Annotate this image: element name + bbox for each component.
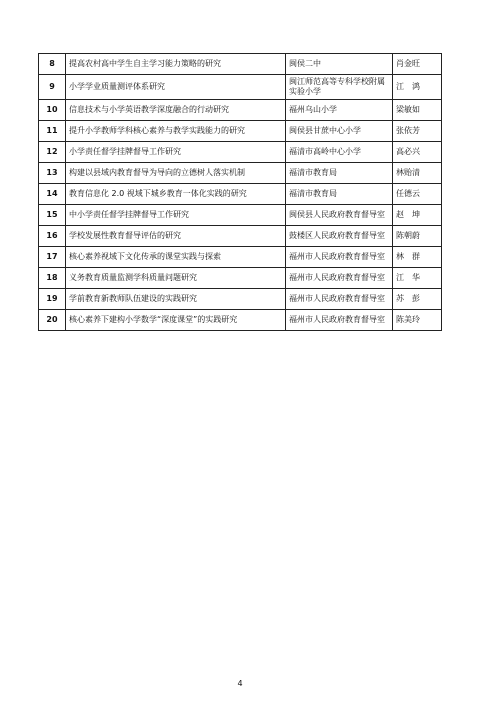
table-row [39,226,442,247]
row-number: 8 [39,54,66,75]
unit-name: 闽侯县甘蔗中心小学 [286,121,393,142]
person-name: 肖金旺 [393,54,442,75]
table-row [39,54,442,75]
table-row [39,268,442,289]
table-row [39,184,442,205]
project-name: 提升小学教师学科核心素养与教学实践能力的研究 [66,121,286,142]
person-name: 任德云 [393,184,442,205]
person-name: 梁敏如 [393,100,442,121]
project-name: 学校发展性教育督导评估的研究 [66,226,286,247]
person-name: 江 鸿 [393,75,442,100]
person-name: 林 群 [393,247,442,268]
page-number: 4 [237,679,243,688]
table-row [39,163,442,184]
row-number: 16 [39,226,66,247]
unit-name: 闽江师范高等专科学校附属实验小学 [286,75,393,100]
unit-name: 福清市教育局 [286,163,393,184]
project-name: 核心素养视域下文化传承的课堂实践与探索 [66,247,286,268]
person-name: 张依芳 [393,121,442,142]
table-row [39,142,442,163]
unit-name: 福州乌山小学 [286,100,393,121]
person-name: 陈朝蔚 [393,226,442,247]
row-number: 19 [39,289,66,310]
person-name: 赵 坤 [393,205,442,226]
table-row [39,310,442,331]
table-row [39,121,442,142]
row-number: 12 [39,142,66,163]
row-number: 9 [39,75,66,100]
unit-name: 福州市人民政府教育督导室 [286,268,393,289]
project-name: 教育信息化 2.0 视域下城乡教育一体化实践的研究 [66,184,286,205]
person-name: 苏 彭 [393,289,442,310]
unit-name: 鼓楼区人民政府教育督导室 [286,226,393,247]
person-name: 江 华 [393,268,442,289]
person-name: 林贻清 [393,163,442,184]
row-number: 10 [39,100,66,121]
project-name: 学前教育新教师队伍建设的实践研究 [66,289,286,310]
unit-name: 闽侯二中 [286,54,393,75]
project-name: 义务教育质量监测学科质量问题研究 [66,268,286,289]
table-row [39,289,442,310]
project-table [38,53,442,331]
person-name: 高必兴 [393,142,442,163]
project-name: 核心素养下建构小学数学“深度课堂”的实践研究 [66,310,286,331]
project-name: 提高农村高中学生自主学习能力策略的研究 [66,54,286,75]
unit-name: 福州市人民政府教育督导室 [286,310,393,331]
table-row [39,247,442,268]
row-number: 17 [39,247,66,268]
unit-name: 闽侯县人民政府教育督导室 [286,205,393,226]
row-number: 15 [39,205,66,226]
unit-name: 福州市人民政府教育督导室 [286,289,393,310]
project-name: 中小学责任督学挂牌督导工作研究 [66,205,286,226]
person-name: 陈美玲 [393,310,442,331]
project-name: 小学责任督学挂牌督导工作研究 [66,142,286,163]
unit-name: 福州市人民政府教育督导室 [286,247,393,268]
row-number: 14 [39,184,66,205]
project-name: 构建以县域内教育督导为导向的立德树人落实机制 [66,163,286,184]
row-number: 11 [39,121,66,142]
project-name: 信息技术与小学英语教学深度融合的行动研究 [66,100,286,121]
unit-name: 福清市教育局 [286,184,393,205]
row-number: 20 [39,310,66,331]
table-row [39,205,442,226]
project-table-body [39,54,442,331]
unit-name: 福清市高岭中心小学 [286,142,393,163]
project-name: 小学学业质量测评体系研究 [66,75,286,100]
row-number: 13 [39,163,66,184]
table-row [39,75,442,100]
table-row [39,100,442,121]
row-number: 18 [39,268,66,289]
